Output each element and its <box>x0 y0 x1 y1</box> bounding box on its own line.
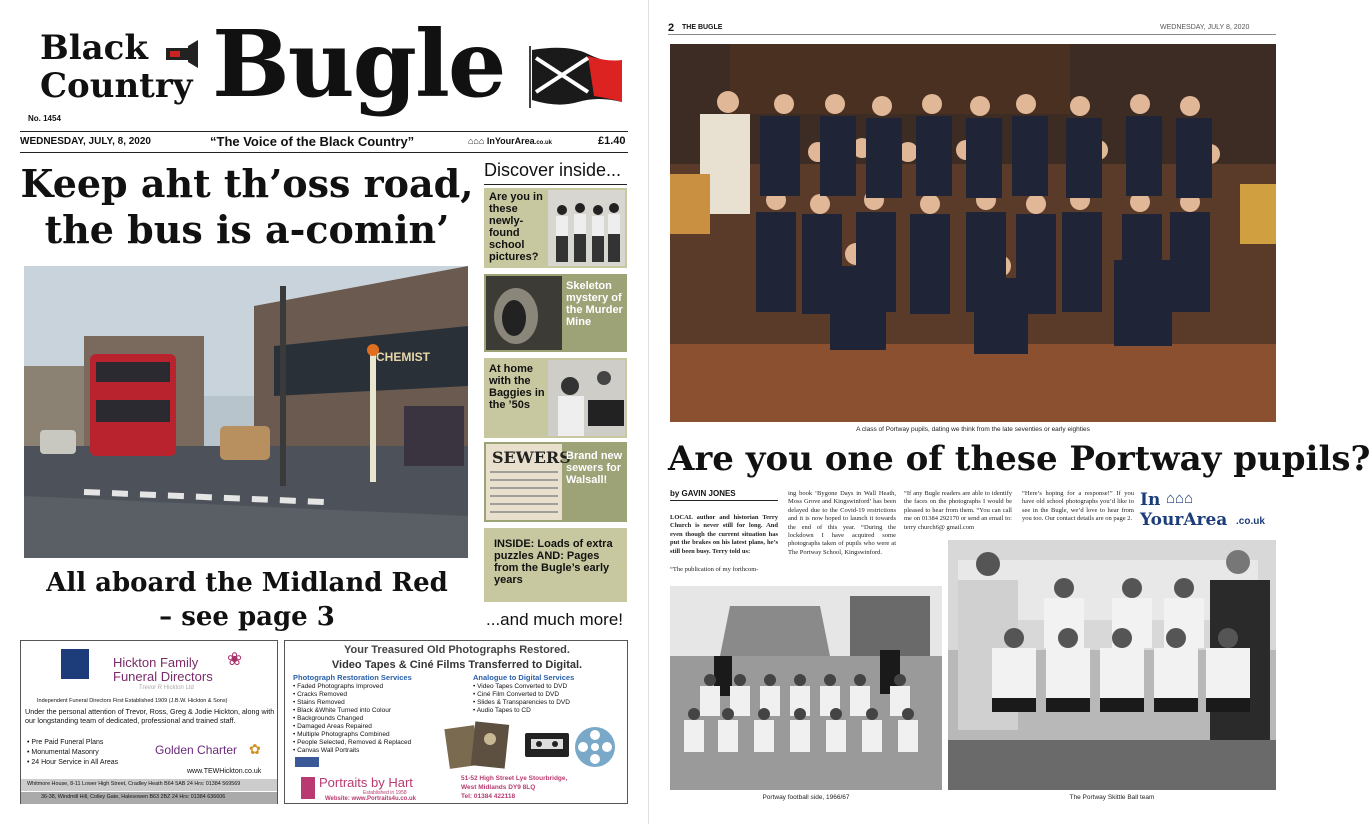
inyourarea-suffix: .co.uk <box>534 140 553 146</box>
black-country-flag-icon <box>528 46 624 108</box>
portraits-col1-item: • Stains Removed <box>293 699 345 706</box>
old-photos-icon <box>445 721 515 771</box>
hickton-brand2: Funeral Directors <box>113 669 213 684</box>
chemist-sign: CHEMIST <box>376 350 430 364</box>
discover-item-text: At home with the Baggies in the ’50s <box>489 363 545 411</box>
article-col1-lead: LOCAL author and historian Terry Church is never still for long. And even though the current situation has put the brakes on his latest plans, he’s still been busy. Terry told us: <box>670 514 778 555</box>
hickton-address2: 36-38, Windmill Hill, Colley Gate, Halesowen B63 2BZ 24 Hrs: 01384 636606 <box>41 794 226 800</box>
golden-charter: Golden Charter <box>155 743 238 757</box>
portraits-col2-item: • Ciné Film Converted to DVD <box>473 691 560 698</box>
discover-item-text: Are you in these newly-found school pictures? <box>489 191 543 263</box>
front-headline-line2: the bus is a-comin’ <box>44 207 450 252</box>
bugle-logo-icon <box>164 40 198 70</box>
portraits-col1-item: • Backgrounds Changed <box>293 715 364 722</box>
discover-item-text: Skeleton mystery of the Murder Mine <box>566 280 623 328</box>
skittle-photo <box>948 540 1276 790</box>
article-col1: “The publication of my forthcom- <box>670 566 759 573</box>
portraits-col1-head: Photograph Restoration Services <box>293 673 412 682</box>
portraits-col2-head: Analogue to Digital Services <box>473 673 575 682</box>
inyourarea-your: YourArea <box>1140 510 1228 530</box>
page-gutter <box>648 0 649 824</box>
masthead-black: Black <box>40 28 148 68</box>
class-photo-caption: A class of Portway pupils, dating we think from the late seventies or early eighties <box>856 426 1090 433</box>
hickton-ad[interactable] <box>20 640 278 804</box>
film-reel-icon <box>573 725 617 769</box>
hickton-bullet: • Monumental Masonry <box>27 749 99 756</box>
bus-headline-line2[interactable]: – see page 3 <box>159 602 335 632</box>
issue-number: No. 1454 <box>28 114 61 123</box>
portraits-col2-item: • Slides & Transparencies to DVD <box>473 699 570 706</box>
discover-title: Discover inside... <box>484 160 622 180</box>
hickton-sub: Trevor R Hickton Ltd <box>139 685 194 691</box>
portway-headline: Are you one of these Portway pupils? <box>668 439 1370 479</box>
videotape-icon <box>525 733 569 757</box>
slogan: “The Voice of the Black Country” <box>210 134 415 149</box>
portraits-col1-item: • Black &White Turned into Colour <box>293 707 392 714</box>
portraits-website[interactable]: Website: www.Portraits4u.co.uk <box>325 796 417 802</box>
byline: by GAVIN JONES <box>670 489 736 498</box>
hickton-address-bar <box>21 779 277 791</box>
inyourarea-text: InYourArea <box>486 136 535 146</box>
discover-item-school[interactable] <box>484 188 627 268</box>
portraits-col2-item: • Audio Tapes to CD <box>473 707 531 714</box>
portraits-established: Established in 1958 <box>363 790 407 796</box>
portraits-col1-item: • Canvas Wall Portraits <box>293 747 360 754</box>
baggies-thumb <box>548 360 625 436</box>
sewers-thumb-label: SEWERS <box>492 448 571 467</box>
masthead-rule-bottom <box>20 152 628 153</box>
hickton-address1: Whitmore House, 8-11 Lower High Street, Cradley Heath B64 5AB 24 Hrs: 01384 569569 <box>27 781 241 787</box>
sewers-thumb <box>486 444 571 520</box>
discover-item-text: Brand new sewers for Walsall! <box>566 450 623 486</box>
article-col3: “If any Bugle readers are able to identify the faces on the photographs I would be pleased to hear from them. “You can call me on 01384 292170 or send an email to: terry church6@ gmail.com <box>904 490 1012 531</box>
byline-rule <box>670 500 778 501</box>
front-headline-line1: Keep aht th’oss road, <box>20 161 474 206</box>
portraits-tel: Tel: 01384 422118 <box>461 793 516 800</box>
hickton-website[interactable]: www.TEWHickton.co.uk <box>187 768 262 775</box>
discover-footer: ...and much more! <box>486 610 624 629</box>
flower-icon: ❀ <box>227 649 243 669</box>
discover-item-baggies[interactable] <box>484 358 627 438</box>
portraits-title1: Your Treasured Old Photographs Restored. <box>344 644 570 656</box>
saif-logo-icon <box>61 649 89 679</box>
mine-thumb <box>486 276 562 350</box>
masthead-bugle: Bugle <box>212 10 505 118</box>
page-date: WEDNESDAY, JULY 8, 2020 <box>1160 24 1250 31</box>
masthead-rule-top <box>20 131 628 132</box>
portraits-col1-item: • Cracks Removed <box>293 691 347 698</box>
discover-rule <box>484 184 627 185</box>
masthead-country: Country <box>40 66 193 106</box>
price: £1.40 <box>598 135 626 147</box>
football-photo <box>670 586 942 790</box>
school-thumb <box>548 190 625 266</box>
portraits-col1-item: • Damaged Areas Repaired <box>293 723 372 730</box>
hickton-established: Independent Funeral Directors First Established 1909 (J.B.W. Hickton & Sons) <box>37 698 228 704</box>
discover-item-text: INSIDE: Loads of extra puzzles AND: Pages from the Bugle’s early years <box>494 538 613 586</box>
class-photo <box>670 44 1276 422</box>
facebook-icon[interactable] <box>295 757 319 767</box>
bus-headline-line1[interactable]: All aboard the Midland Red <box>46 568 448 598</box>
discover-item-skeleton[interactable] <box>484 274 627 352</box>
portraits-col2-item: • Video Tapes Converted to DVD <box>473 683 568 690</box>
discover-item-puzzles[interactable] <box>484 528 627 602</box>
portraits-brand: Portraits by Hart <box>319 775 413 790</box>
portraits-title2: Video Tapes & Ciné Films Transferred to Digital. <box>331 659 583 671</box>
inyourarea-domain: .co.uk <box>1236 516 1265 527</box>
page-number: 2 <box>668 22 675 34</box>
inyourarea-link[interactable] <box>468 136 552 146</box>
front-date: WEDNESDAY, JULY, 8, 2020 <box>20 136 151 147</box>
inyourarea-in: In <box>1140 490 1161 510</box>
article-col2: ing book ‘Bygone Days in Wall Heath, Moss Grove and Kingswinford’ has been delayed due to the Covid-19 restrictions and it is now hoped to launch it towards the end of this year. “During the lockdown I have acquired some photographs taken of pupils who were at The Portway School, Kingswinford. <box>788 490 896 556</box>
article-col4: “Here’s hoping for a response!” If you have old school photographs you’d like to see in the Bugle, we’d love to hear from you too. Our contact details are on page 2. <box>1022 490 1134 523</box>
golden-charter-icon: ✿ <box>249 741 261 757</box>
page-section: THE BUGLE <box>682 24 723 31</box>
portraits-logo-icon <box>301 777 315 799</box>
portraits-col1-item: • People Selected, Removed & Replaced <box>293 739 412 746</box>
home-icons: ⌂⌂⌂ <box>468 136 485 146</box>
portraits-ad[interactable] <box>284 640 628 804</box>
portraits-col1-item: • Faded Photographs Improved <box>293 683 384 690</box>
hickton-bullet: • 24 Hour Service in All Areas <box>27 759 119 766</box>
hickton-bullet: • Pre Paid Funeral Plans <box>27 739 104 746</box>
bus-photo <box>24 266 468 558</box>
hickton-body: Under the personal attention of Trevor, Ross, Greg & Jodie Hickton, along with our longstanding team of dedicated, professional and trained staff. <box>25 707 275 725</box>
home-icons: ⌂⌂⌂ <box>1166 490 1194 507</box>
inyourarea-logo[interactable] <box>1140 490 1276 530</box>
portraits-address1: 51-52 High Street Lye Stourbridge, <box>461 775 568 782</box>
hickton-address-bar2 <box>21 792 277 804</box>
skittle-caption: The Portway Skittle Ball team <box>1069 794 1155 801</box>
hickton-brand: Hickton Family <box>113 655 199 670</box>
portraits-col1-item: • Multiple Photographs Combined <box>293 731 390 738</box>
portraits-address2: West Midlands DY9 8LQ <box>461 784 536 791</box>
football-caption: Portway football side, 1966/67 <box>762 794 850 801</box>
page2-rule <box>668 34 1276 35</box>
discover-item-sewers[interactable] <box>484 442 627 522</box>
